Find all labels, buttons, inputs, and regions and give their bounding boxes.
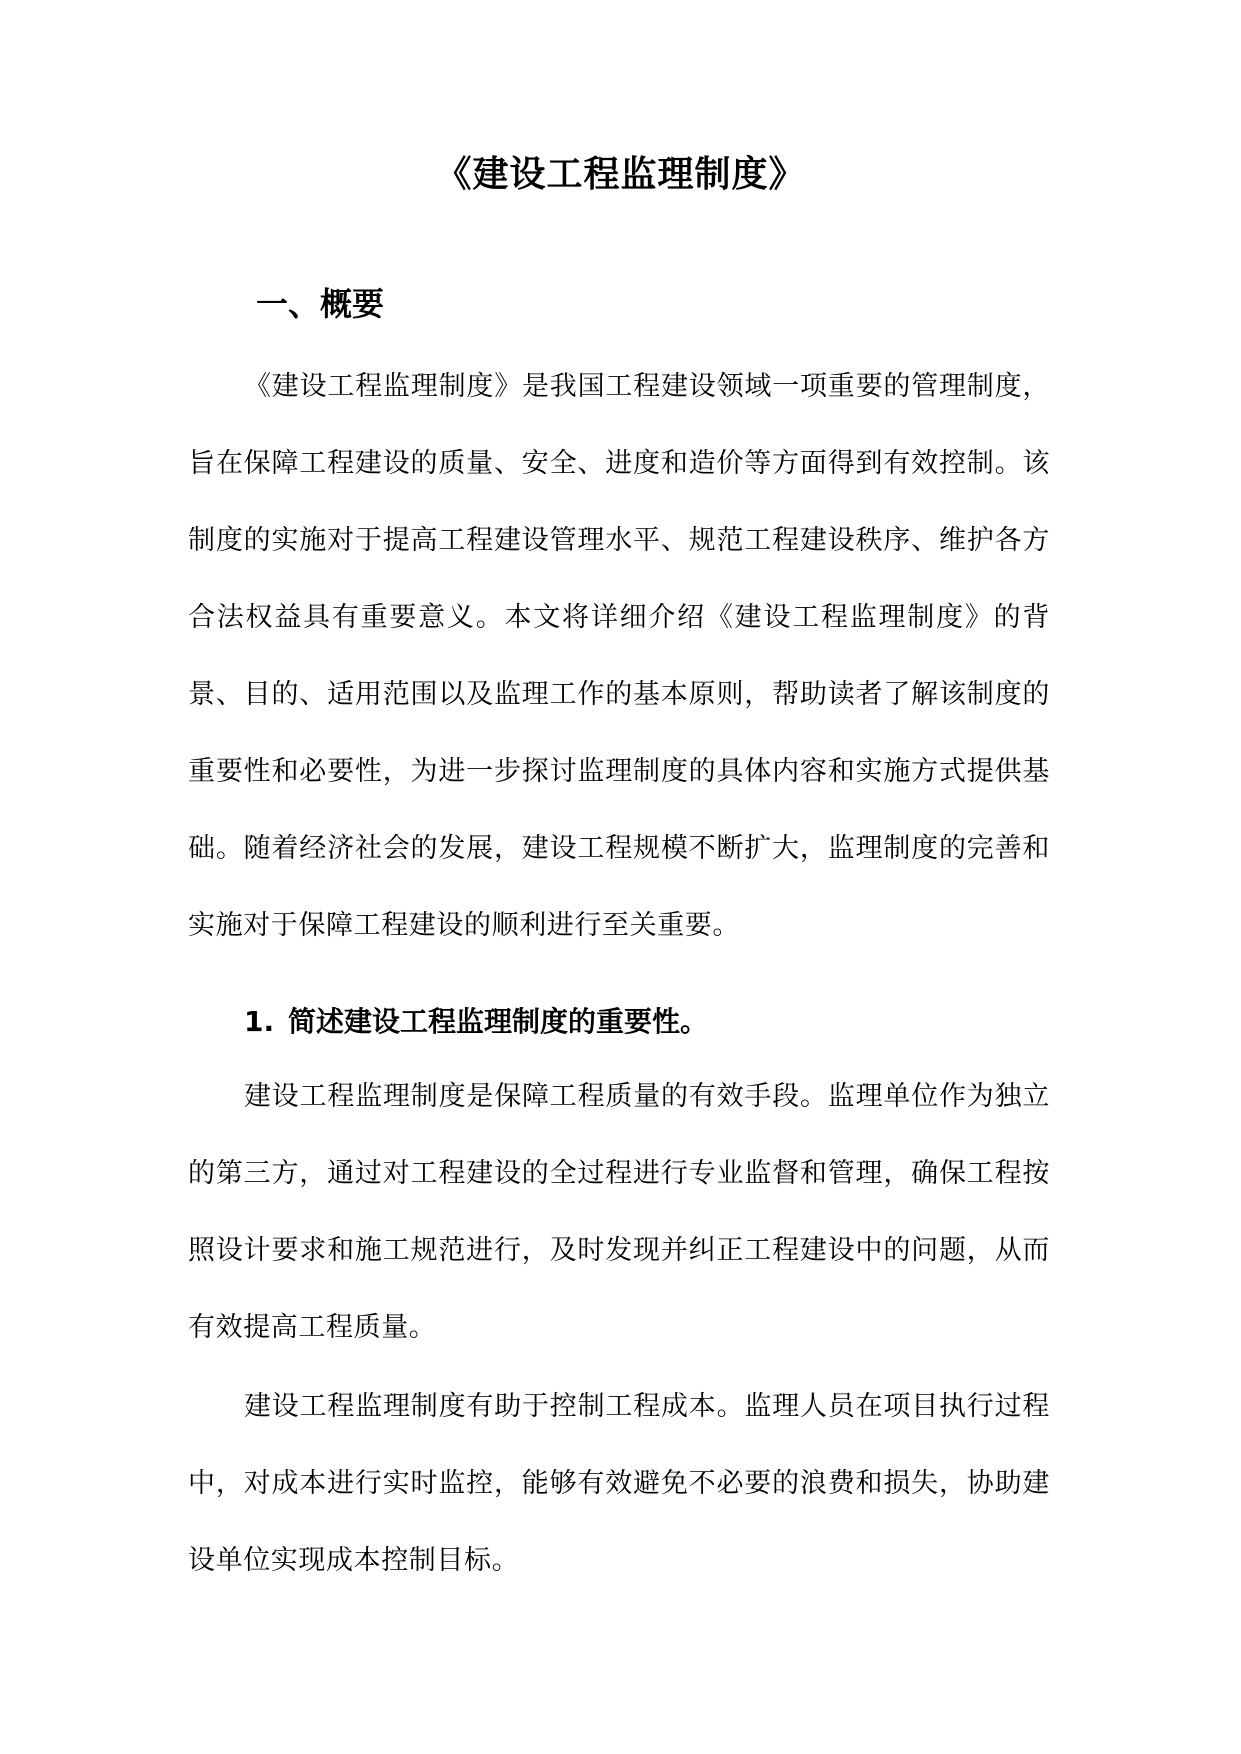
subsection-heading bbox=[244, 1002, 708, 1042]
quality-paragraph: 建设工程监理制度是保障工程质量的有效手段。监理单位作为独立的第三方，通过对工程建设的全过程进行专业监督和管理，确保工程按照设计要求和施工规范进行，及时发现并纠正工程建设中的问题，从而有效提高工程质量。 bbox=[188, 1081, 1050, 1343]
section-heading: 一、概要 bbox=[256, 285, 385, 323]
subsection-title: 简述建设工程监理制度的重要性。 bbox=[288, 1005, 709, 1038]
overview-paragraph: 《建设工程监理制度》是我国工程建设领域一项重要的管理制度，旨在保障工程建设的质量、安全、进度和造价等方面得到有效控制。该制度的实施对于提高工程建设管理水平、规范工程建设秩序、维护各方合法权益具有重要意义。本文将详细介绍《建设工程监理制度》的背景、目的、适用范围以及监理工作的基本原则，帮助读者了解该制度的重要性和必要性，为进一步探讨监理制度的具体内容和实施方式提供基础。随着经济社会的发展，建设工程规模不断扩大，监理制度的完善和实施对于保障工程建设的顺利进行至关重要。 bbox=[188, 371, 1050, 941]
subsection-number: 1. bbox=[244, 1005, 275, 1038]
cost-paragraph: 建设工程监理制度有助于控制工程成本。监理人员在项目执行过程中，对成本进行实时监控，能够有效避免不必要的浪费和损失，协助建设单位实现成本控制目标。 bbox=[188, 1391, 1050, 1576]
document-title: 《建设工程监理制度》 bbox=[435, 154, 806, 195]
